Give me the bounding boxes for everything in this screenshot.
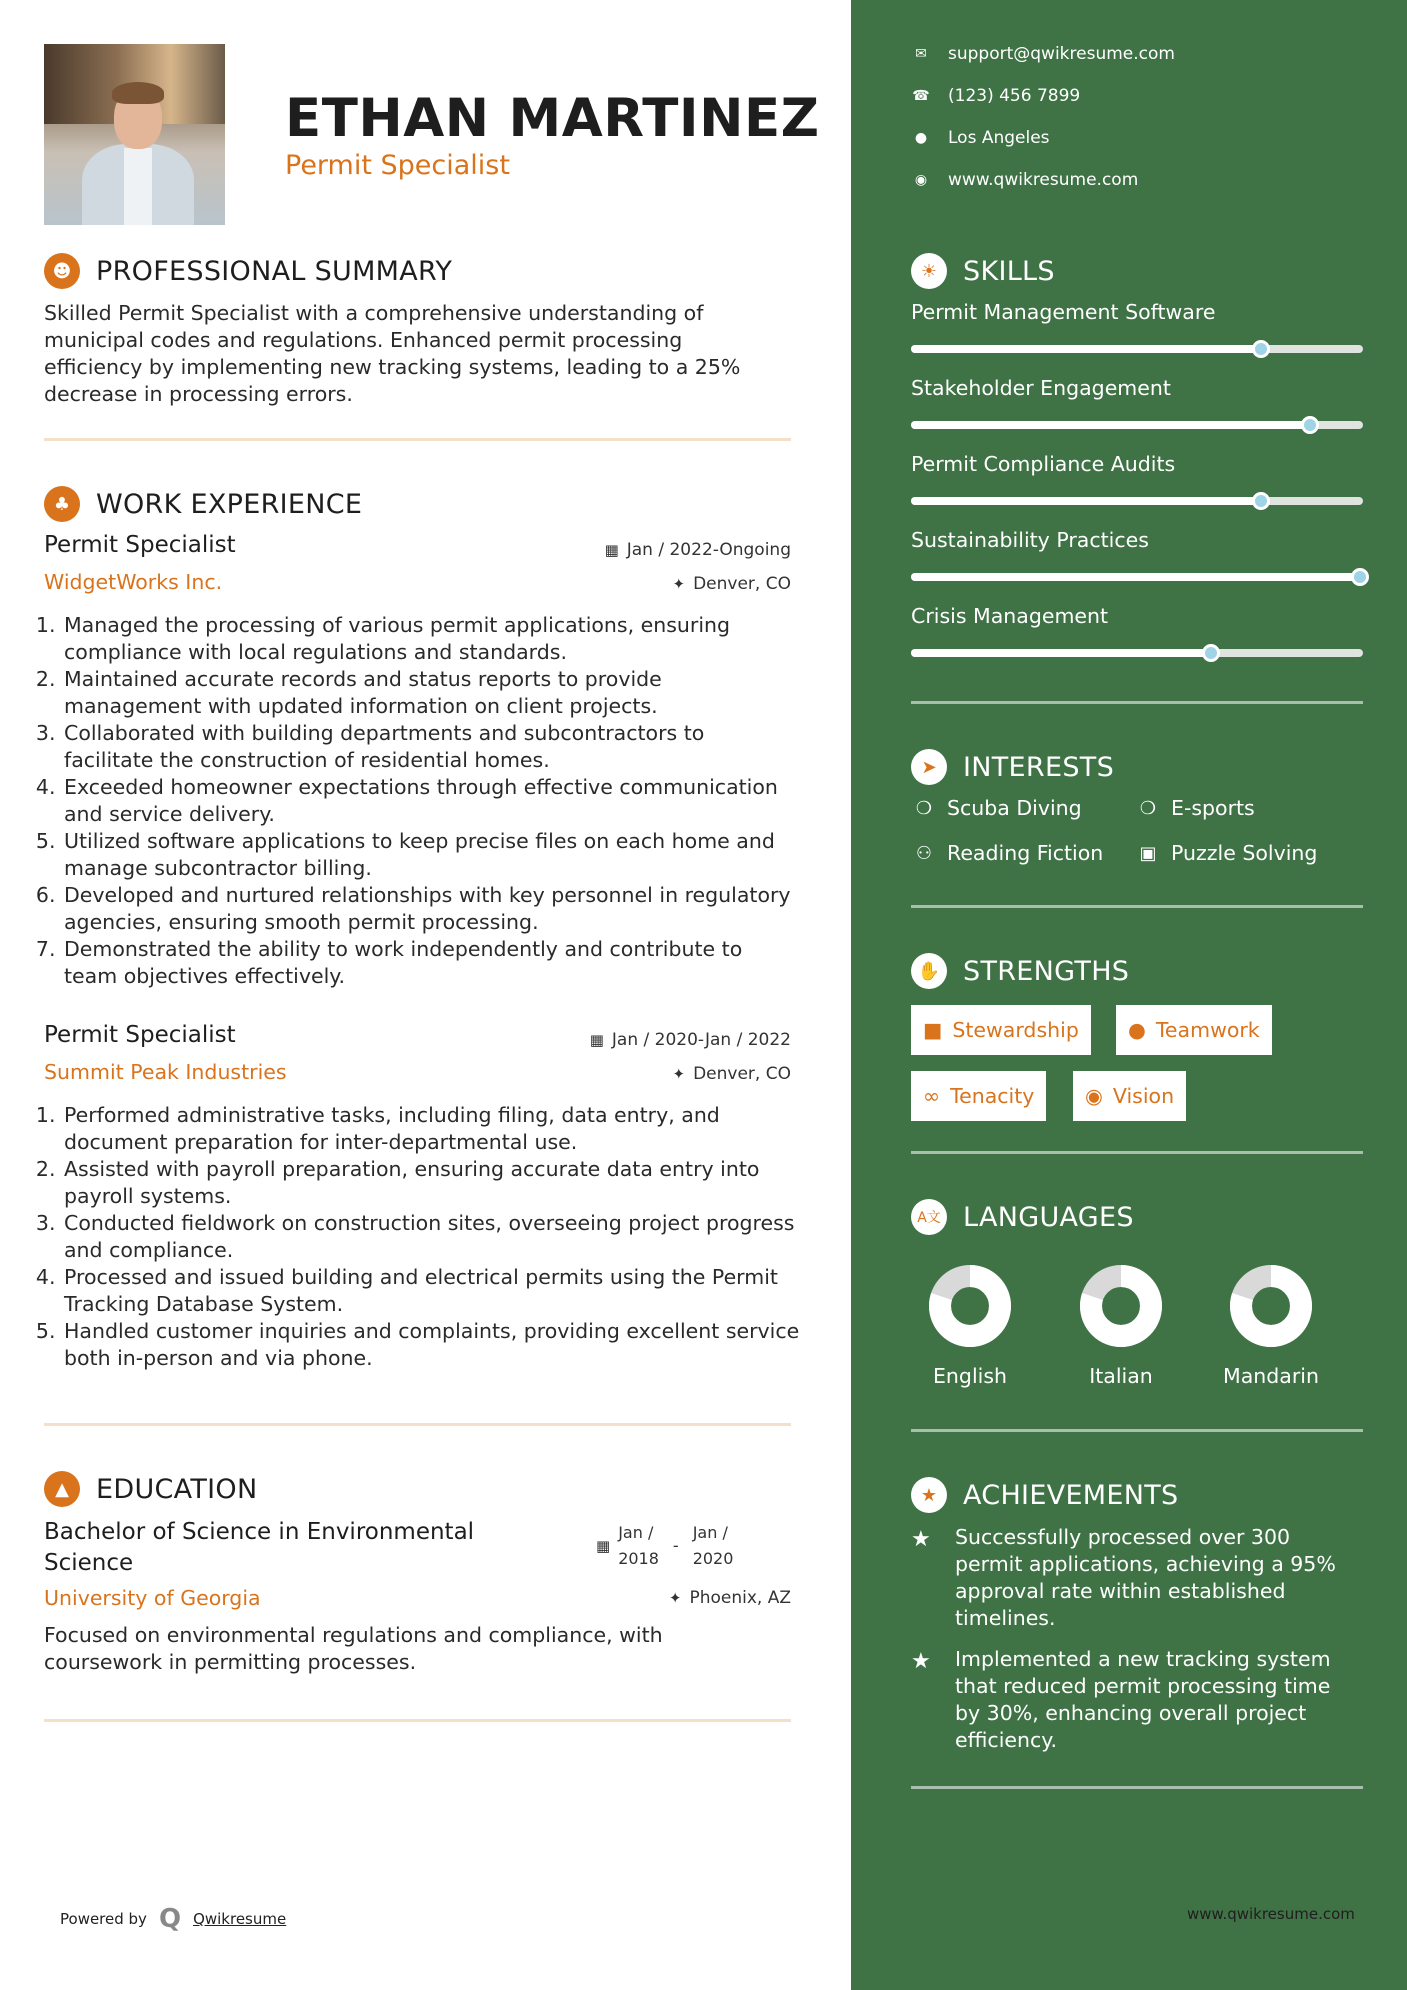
divider xyxy=(911,1429,1363,1432)
job-company: Summit Peak Industries xyxy=(44,1060,287,1084)
strengths-heading: ✋ STRENGTHS xyxy=(911,953,1129,989)
strength-vision: ◉ Vision xyxy=(1073,1071,1186,1121)
work-title: WORK EXPERIENCE xyxy=(96,488,363,520)
work-heading xyxy=(44,486,362,522)
skill-bar xyxy=(911,421,1363,429)
job-duties xyxy=(40,1102,800,1372)
graduation-cap-icon: ▲ xyxy=(44,1471,80,1507)
interest-scuba-diving: ❍ Scuba Diving xyxy=(911,796,1082,820)
list-item: 4. Processed and issued building and electrical permits using the Permit Tracking Database System. xyxy=(62,1264,800,1318)
book-icon: ▣ xyxy=(1139,842,1157,864)
achievement-item: ★ Successfully processed over 300 permit applications, achieving a 95% approval rate within established timelines. xyxy=(911,1525,1336,1630)
achievements-heading: ★ ACHIEVEMENTS xyxy=(911,1477,1179,1513)
star-icon: ★ xyxy=(911,1477,947,1513)
divider xyxy=(911,1786,1363,1789)
summary-text: Skilled Permit Specialist with a comprehensive understanding of municipal codes and regulations. Enhanced permit processing efficiency by implementing new tracking systems, leading to a 25% decrease in processing errors. xyxy=(44,301,741,406)
language-donut xyxy=(1229,1264,1313,1348)
lifebuoy-icon: ❍ xyxy=(915,797,933,819)
star-icon: ★ xyxy=(911,1527,931,1552)
list-item: 3. Conducted fieldwork on construction sites, overseeing project progress and compliance. xyxy=(62,1210,800,1264)
pin-icon: ✦ xyxy=(668,1589,682,1607)
skill-bar xyxy=(911,573,1363,581)
interests-heading: ➤ INTERESTS xyxy=(911,749,1114,785)
divider xyxy=(44,1423,791,1426)
footer-website[interactable]: www.qwikresume.com xyxy=(1187,1905,1355,1923)
skill-label: Permit Compliance Audits xyxy=(911,452,1176,476)
star-icon: ★ xyxy=(911,1649,931,1674)
user-icon: ☻ xyxy=(44,253,80,289)
skill-bar-knob xyxy=(1202,644,1220,662)
education-title: EDUCATION xyxy=(96,1473,258,1505)
link-icon: ∞ xyxy=(923,1084,941,1108)
phone-icon: ☎ xyxy=(912,88,930,104)
language-donut xyxy=(928,1264,1012,1348)
degree-title: Bachelor of Science in Environmental Science xyxy=(44,1519,475,1576)
list-item: 1. Performed administrative tasks, including filing, data entry, and document preparation for inter-departmental use. xyxy=(62,1102,800,1156)
candidate-role: Permit Specialist xyxy=(285,150,510,181)
globe-icon: ◉ xyxy=(914,172,928,188)
list-item: 2. Maintained accurate records and status reports to provide management with updated information on client projects. xyxy=(62,666,800,720)
calendar-icon: ▦ xyxy=(604,541,619,559)
interest-reading-fiction: ⚇ Reading Fiction xyxy=(911,841,1103,865)
job-date: ▦ Jan / 2022-Ongoing xyxy=(604,540,791,560)
summary-title: PROFESSIONAL SUMMARY xyxy=(96,255,453,287)
skill-bar-fill xyxy=(911,497,1264,505)
briefcase-icon: ♣ xyxy=(44,486,80,522)
skill-bar xyxy=(911,345,1363,353)
list-item: 6. Developed and nurtured relationships with key personnel in regulatory agencies, ensuring smooth permit processing. xyxy=(62,882,800,936)
language-donut xyxy=(1079,1264,1163,1348)
job-location: ✦ Denver, CO xyxy=(672,1064,791,1084)
skill-label: Permit Management Software xyxy=(911,300,1216,324)
envelope-icon: ✉ xyxy=(915,46,927,62)
skill-bar-knob xyxy=(1252,492,1270,510)
interest-e-sports: ❍ E-sports xyxy=(1135,796,1255,820)
list-item: 7. Demonstrated the ability to work independently and contribute to team objectives effectively. xyxy=(62,936,800,990)
pin-icon: ✦ xyxy=(672,1065,686,1083)
list-item: 2. Assisted with payroll preparation, ensuring accurate data entry into payroll systems. xyxy=(62,1156,800,1210)
job-location: ✦ Denver, CO xyxy=(672,574,791,594)
job-title: Permit Specialist xyxy=(44,1022,236,1048)
lightbulb-icon: ☀ xyxy=(911,253,947,289)
education-dates: ▦ Jan / 2018 - Jan / 2020 xyxy=(596,1523,734,1568)
summary-heading xyxy=(44,253,452,289)
profile-photo xyxy=(44,44,225,225)
list-item: 4. Exceeded homeowner expectations through effective communication and service delivery. xyxy=(62,774,800,828)
skill-bar-fill xyxy=(911,421,1313,429)
education-location: ✦ Phoenix, AZ xyxy=(668,1588,791,1608)
school-name: University of Georgia xyxy=(44,1586,261,1610)
list-item: 5. Handled customer inquiries and complaints, providing excellent service both in-person and via phone. xyxy=(62,1318,800,1372)
translate-icon: A文 xyxy=(911,1199,947,1235)
brand-link[interactable]: Qwikresume xyxy=(193,1910,287,1928)
education-description: Focused on environmental regulations and compliance, with coursework in permitting processes. xyxy=(44,1623,663,1674)
contact-website[interactable]: ◉ www.qwikresume.com xyxy=(912,170,1138,190)
briefcase-icon: ■ xyxy=(923,1018,943,1042)
users-icon: ● xyxy=(1128,1018,1146,1042)
calendar-icon: ▦ xyxy=(589,1031,604,1049)
pin-icon: ✦ xyxy=(672,575,686,593)
language-label: Italian xyxy=(1089,1364,1153,1388)
hand-icon: ✋ xyxy=(911,953,947,989)
skill-label: Sustainability Practices xyxy=(911,528,1149,552)
strength-tenacity: ∞ Tenacity xyxy=(911,1071,1046,1121)
candidate-name: ETHAN MARTINEZ xyxy=(285,88,820,149)
skill-bar xyxy=(911,497,1363,505)
language-label: English xyxy=(932,1364,1008,1388)
powered-by: Powered by Q Qwikresume xyxy=(60,1904,287,1934)
education-heading xyxy=(44,1471,257,1507)
divider xyxy=(911,905,1363,908)
gamepad-icon: ⚇ xyxy=(915,842,933,864)
skill-bar-fill xyxy=(911,345,1264,353)
strength-stewardship: ■ Stewardship xyxy=(911,1005,1091,1055)
contact-phone[interactable]: ☎ (123) 456 7899 xyxy=(912,86,1081,106)
list-item: 3. Collaborated with building departments and subcontractors to facilitate the construction of residential homes. xyxy=(62,720,800,774)
divider xyxy=(44,438,791,441)
language-label: Mandarin xyxy=(1223,1364,1319,1388)
skill-bar-fill xyxy=(911,649,1214,657)
skill-label: Stakeholder Engagement xyxy=(911,376,1171,400)
divider xyxy=(44,1719,791,1722)
skill-label: Crisis Management xyxy=(911,604,1109,628)
divider xyxy=(911,1151,1363,1154)
qwikresume-logo-icon: Q xyxy=(158,1904,182,1934)
interest-puzzle-solving: ▣ Puzzle Solving xyxy=(1135,841,1317,865)
divider xyxy=(911,701,1363,704)
binoculars-icon: ◉ xyxy=(1085,1084,1103,1108)
list-item: 1. Managed the processing of various permit applications, ensuring compliance with local regulations and standards. xyxy=(62,612,800,666)
skill-bar xyxy=(911,649,1363,657)
skill-bar-knob xyxy=(1252,340,1270,358)
skill-bar-knob xyxy=(1351,568,1369,586)
languages-heading: A文 LANGUAGES xyxy=(911,1199,1134,1235)
map-marker-icon: ● xyxy=(914,130,928,146)
calendar-icon: ▦ xyxy=(596,1537,611,1555)
paper-plane-icon: ➤ xyxy=(911,749,947,785)
contact-location: ● Los Angeles xyxy=(912,128,1050,148)
job-title: Permit Specialist xyxy=(44,532,236,558)
job-duties xyxy=(40,612,800,990)
achievement-item: ★ Implemented a new tracking system that reduced permit processing time by 30%, enhancing overall project efficiency. xyxy=(911,1647,1331,1752)
lifebuoy-icon: ❍ xyxy=(1139,797,1157,819)
skills-heading: ☀ SKILLS xyxy=(911,253,1055,289)
job-date: ▦ Jan / 2020-Jan / 2022 xyxy=(589,1030,791,1050)
job-company: WidgetWorks Inc. xyxy=(44,570,223,594)
contact-email[interactable]: ✉ support@qwikresume.com xyxy=(912,44,1175,64)
skill-bar-fill xyxy=(911,573,1363,581)
list-item: 5. Utilized software applications to keep precise files on each home and manage subcontractor billing. xyxy=(62,828,800,882)
strength-teamwork: ● Teamwork xyxy=(1116,1005,1272,1055)
